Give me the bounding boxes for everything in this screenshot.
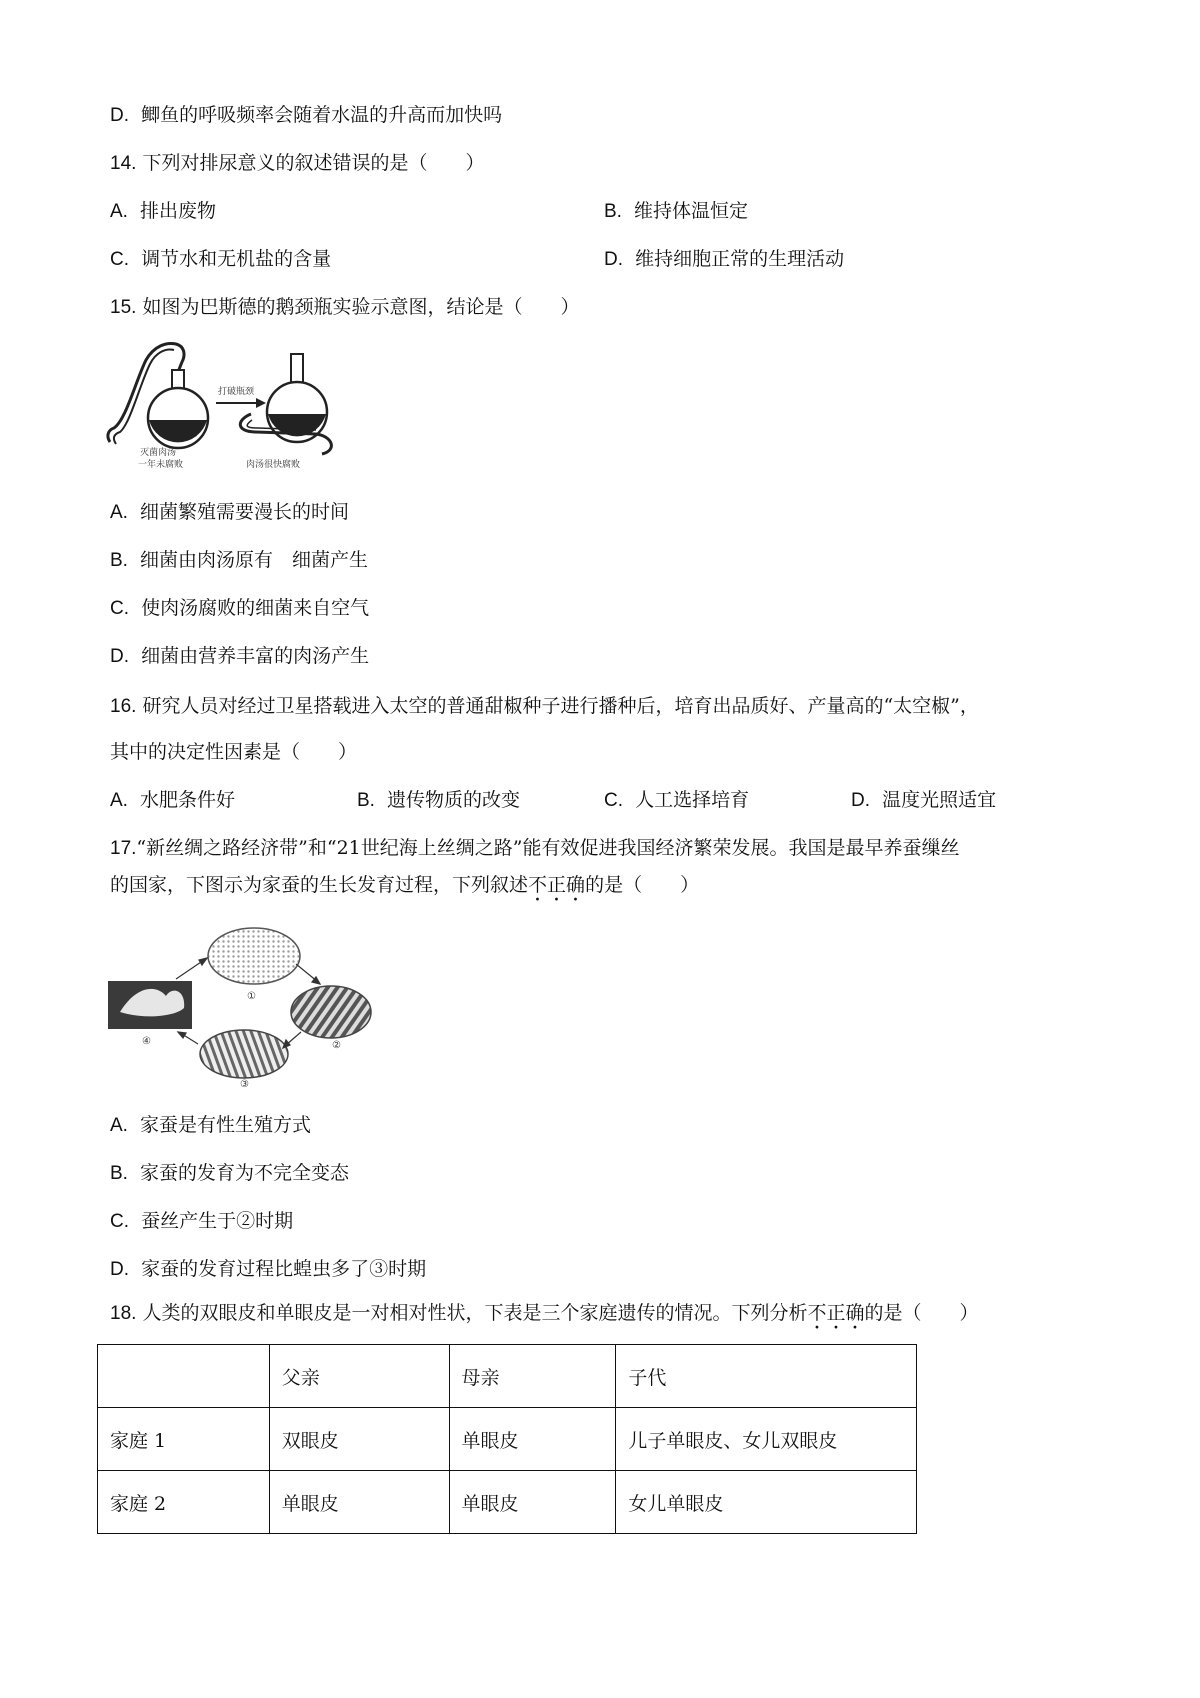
table-header-cell xyxy=(98,1345,270,1408)
q16-option-c: C. 人工选择培育 xyxy=(604,789,750,811)
stage-label-1: ① xyxy=(247,991,256,1002)
q17-option-a: A. 家蚕是有性生殖方式 xyxy=(110,1114,312,1136)
q14-option-c: C. 调节水和无机盐的含量 xyxy=(110,248,332,270)
q18-stem: 18. 人类的双眼皮和单眼皮是一对相对性状，下表是三个家庭遗传的情况。下列分析不正确的是（ ） xyxy=(110,1302,979,1324)
q16-option-a: A. 水肥条件好 xyxy=(110,789,236,811)
q16-stem-line1: 16. 研究人员对经过卫星搭载进入太空的普通甜椒种子进行播种后，培育出品质好、产量高的“太空椒”， xyxy=(110,695,979,717)
silkworm-lifecycle-figure xyxy=(106,924,376,1089)
table-cell: 单眼皮 xyxy=(449,1471,616,1534)
emphasis-char: 正 xyxy=(547,874,567,896)
emphasis-char: 不 xyxy=(528,874,548,896)
right-caption: 肉汤很快腐败 xyxy=(246,460,301,470)
q17-option-d: D. 家蚕的发育过程比蝗虫多了③时期 xyxy=(110,1258,427,1280)
q16-option-b: B. 遗传物质的改变 xyxy=(357,789,521,811)
q15-option-c: C. 使肉汤腐败的细菌来自空气 xyxy=(110,597,370,619)
table-cell: 女儿单眼皮 xyxy=(616,1471,917,1534)
table-row xyxy=(98,1471,917,1534)
emphasis-char: 不 xyxy=(807,1302,827,1324)
table-cell: 双眼皮 xyxy=(269,1408,449,1471)
flask-intact-icon xyxy=(108,344,208,448)
moth-stage-icon xyxy=(108,981,192,1029)
q14-stem: 14. 下列对排尿意义的叙述错误的是（ ） xyxy=(110,152,485,174)
larva-stage-icon xyxy=(291,986,371,1038)
q16-stem-line2: 其中的决定性因素是（ ） xyxy=(110,741,358,763)
table-row xyxy=(98,1408,917,1471)
table-header-cell: 母亲 xyxy=(449,1345,616,1408)
swan-neck-flask-figure xyxy=(106,340,356,480)
q13-option-d: D. 鲫鱼的呼吸频率会随着水温的升高而加快吗 xyxy=(110,104,503,126)
left-caption-1: 灭菌肉汤 xyxy=(140,448,177,458)
q14-option-a: A. 排出废物 xyxy=(110,200,217,222)
left-caption-2: 一年未腐败 xyxy=(138,460,184,470)
emphasis-char: 确 xyxy=(566,874,586,896)
pupa-stage-icon xyxy=(200,1030,288,1078)
table-header-cell: 父亲 xyxy=(269,1345,449,1408)
stage-label-4: ④ xyxy=(142,1036,151,1047)
table-cell: 单眼皮 xyxy=(269,1471,449,1534)
heredity-table xyxy=(97,1344,917,1534)
q15-option-a: A. 细菌繁殖需要漫长的时间 xyxy=(110,501,350,523)
stage-label-3: ③ xyxy=(240,1079,249,1089)
q17-option-b: B. 家蚕的发育为不完全变态 xyxy=(110,1162,350,1184)
q15-stem: 15. 如图为巴斯德的鹅颈瓶实验示意图，结论是（ ） xyxy=(110,296,580,318)
table-cell: 单眼皮 xyxy=(449,1408,616,1471)
arrow-icon xyxy=(216,398,266,408)
q17-option-c: C. 蚕丝产生于②时期 xyxy=(110,1210,294,1232)
table-header-row xyxy=(98,1345,917,1408)
emphasis-char: 正 xyxy=(826,1302,846,1324)
q17-stem-line2: 的国家，下图示为家蚕的生长发育过程，下列叙述不正确的是（ ） xyxy=(110,874,700,896)
q17-stem-line1: 17.“新丝绸之路经济带”和“21世纪海上丝绸之路”能有效促进我国经济繁荣发展。我国是最早养蚕缫丝 xyxy=(110,837,960,859)
q15-option-b: B. 细菌由肉汤原有 细菌产生 xyxy=(110,549,369,571)
q15-option-d: D. 细菌由营养丰富的肉汤产生 xyxy=(110,645,370,667)
table-cell: 儿子单眼皮、女儿双眼皮 xyxy=(616,1408,917,1471)
q14-option-d: D. 维持细胞正常的生理活动 xyxy=(604,248,845,270)
emphasis-char: 确 xyxy=(845,1302,865,1324)
arrow-label: 打破瓶颈 xyxy=(218,387,255,397)
egg-stage-icon xyxy=(208,928,300,984)
table-cell: 家庭 2 xyxy=(98,1471,270,1534)
table-cell: 家庭 1 xyxy=(98,1408,270,1471)
stage-label-2: ② xyxy=(332,1040,341,1051)
table-header-cell: 子代 xyxy=(616,1345,917,1408)
q14-option-b: B. 维持体温恒定 xyxy=(604,200,749,222)
q16-option-d: D. 温度光照适宜 xyxy=(851,789,997,811)
